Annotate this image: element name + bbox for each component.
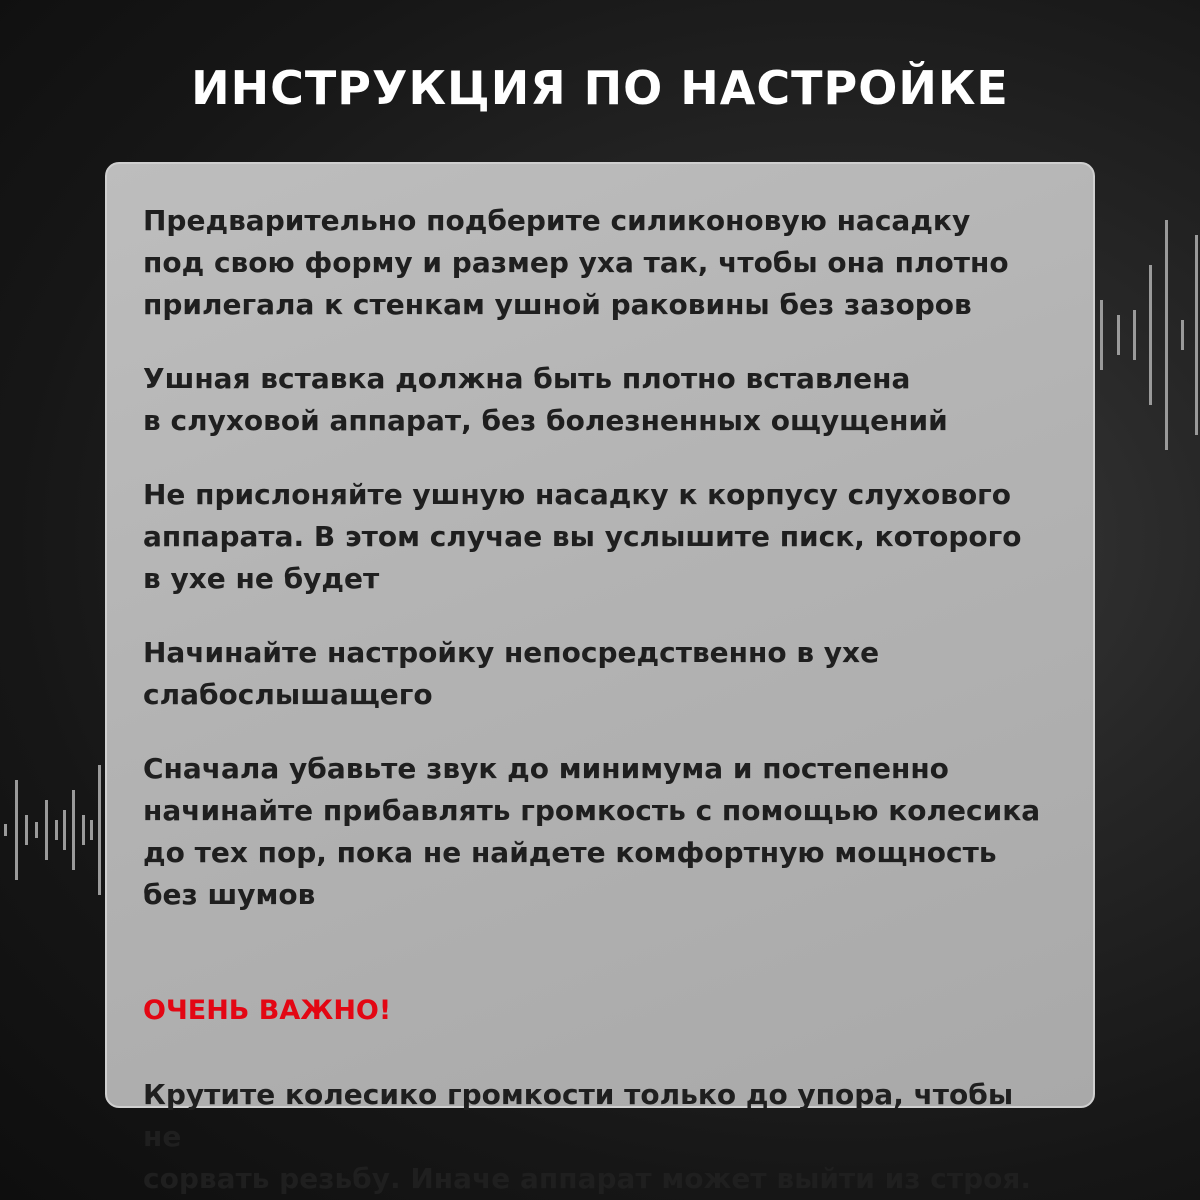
- warning-text: Крутите колесико громкости только до упора, чтобы не сорвать резьбу. Иначе аппарат может выйти из строя.: [143, 1078, 1031, 1195]
- instruction-paragraph: Начинайте настройку непосредственно в ухе слабослышащего: [143, 636, 880, 711]
- warning-heading: ОЧЕНЬ ВАЖНО!: [143, 995, 392, 1026]
- instruction-paragraph: Не прислоняйте ушную насадку к корпусу слухового аппарата. В этом случае вы услышите писк, которого в ухе не будет: [143, 478, 1022, 595]
- page-title: ИНСТРУКЦИЯ ПО НАСТРОЙКЕ: [191, 61, 1009, 115]
- instruction-paragraph: Сначала убавьте звук до минимума и постепенно начинайте прибавлять громкость с помощью колесика до тех пор, пока не найдете комфортную мощность без шумов: [143, 752, 1041, 911]
- sound-wave-icon: [0, 760, 105, 900]
- warning-block: [143, 948, 1057, 1200]
- instruction-paragraph: Предварительно подберите силиконовую насадку под свою форму и размер уха так, чтобы она плотно прилегала к стенкам ушной раковины без зазоров: [143, 204, 1009, 321]
- sound-wave-icon: [1095, 215, 1200, 455]
- instruction-paragraph: Ушная вставка должна быть плотно вставлена в слуховой аппарат, без болезненных ощущений: [143, 362, 948, 437]
- instruction-card: [105, 162, 1095, 1195]
